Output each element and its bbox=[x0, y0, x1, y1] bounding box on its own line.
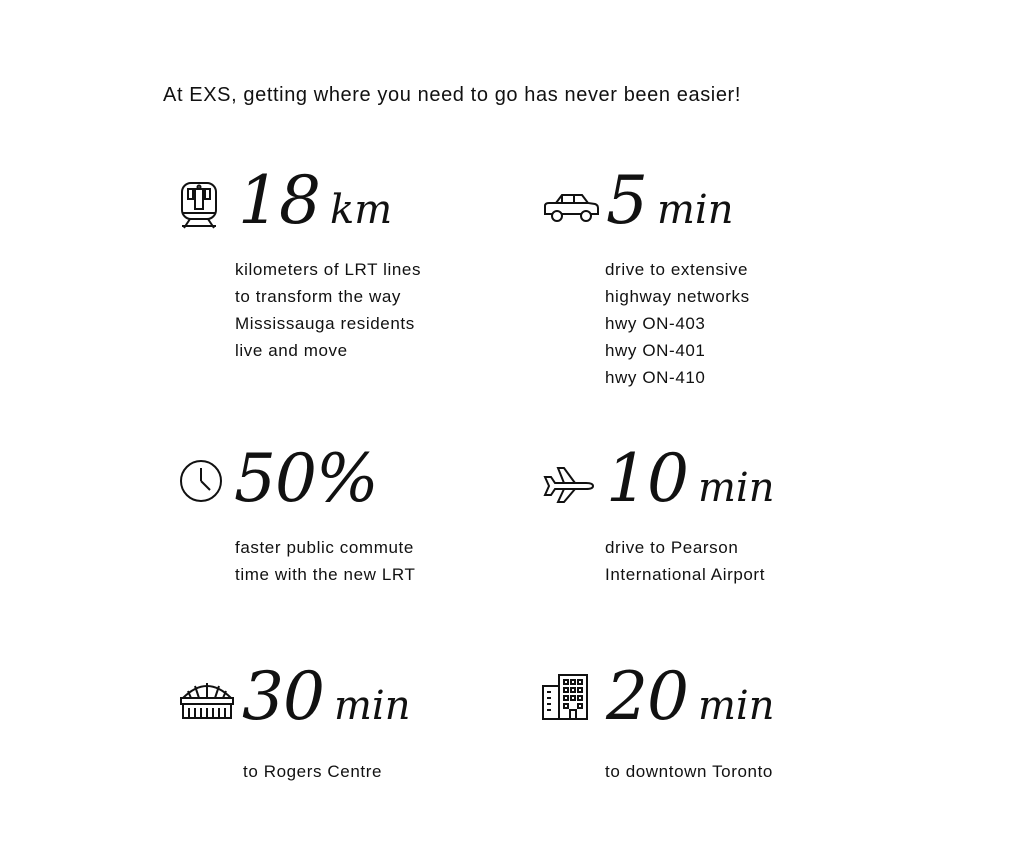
airplane-icon bbox=[542, 464, 596, 504]
stat-value bbox=[242, 658, 411, 735]
stat-number: 5 bbox=[606, 162, 647, 239]
stat-unit: min bbox=[697, 465, 775, 511]
stat-number: 30 bbox=[242, 658, 324, 735]
stat-value bbox=[606, 440, 775, 517]
description-line: faster public commute bbox=[235, 538, 414, 557]
stat-description bbox=[605, 758, 773, 785]
stat-unit: min bbox=[697, 683, 775, 729]
description-line: hwy ON-403 bbox=[605, 314, 706, 333]
description-line: hwy ON-410 bbox=[605, 368, 706, 387]
clock-icon bbox=[178, 458, 224, 504]
stat-unit: min bbox=[657, 187, 734, 233]
description-line: highway networks bbox=[605, 287, 750, 306]
stat-number: 18 bbox=[238, 162, 320, 239]
train-icon bbox=[178, 180, 220, 232]
description-line: drive to Pearson bbox=[605, 538, 739, 557]
page-headline: At EXS, getting where you need to go has never been easier! bbox=[163, 84, 741, 106]
stat-value bbox=[238, 162, 393, 239]
car-icon bbox=[542, 192, 600, 224]
stadium-icon bbox=[178, 680, 236, 722]
description-line: live and move bbox=[235, 341, 348, 360]
stat-description bbox=[605, 256, 750, 391]
description-line: to downtown Toronto bbox=[605, 762, 773, 781]
stat-value bbox=[606, 162, 734, 239]
stat-description bbox=[243, 758, 382, 785]
stat-number: 50% bbox=[234, 440, 378, 517]
description-line: time with the new LRT bbox=[235, 565, 416, 584]
description-line: Mississauga residents bbox=[235, 314, 415, 333]
stat-unit: min bbox=[333, 683, 411, 729]
description-line: kilometers of LRT lines bbox=[235, 260, 422, 279]
stat-description bbox=[235, 534, 415, 588]
stat-description bbox=[605, 534, 765, 588]
stat-unit: km bbox=[329, 187, 393, 233]
stat-number: 20 bbox=[606, 658, 688, 735]
description-line: drive to extensive bbox=[605, 260, 749, 279]
description-line: hwy ON-401 bbox=[605, 341, 706, 360]
stat-value bbox=[606, 658, 775, 735]
description-line: International Airport bbox=[605, 565, 766, 584]
description-line: to transform the way bbox=[235, 287, 402, 306]
building-icon bbox=[540, 672, 592, 722]
stat-value bbox=[234, 440, 378, 517]
stat-number: 10 bbox=[606, 440, 688, 517]
description-line: to Rogers Centre bbox=[243, 762, 383, 781]
stat-description bbox=[235, 256, 421, 364]
